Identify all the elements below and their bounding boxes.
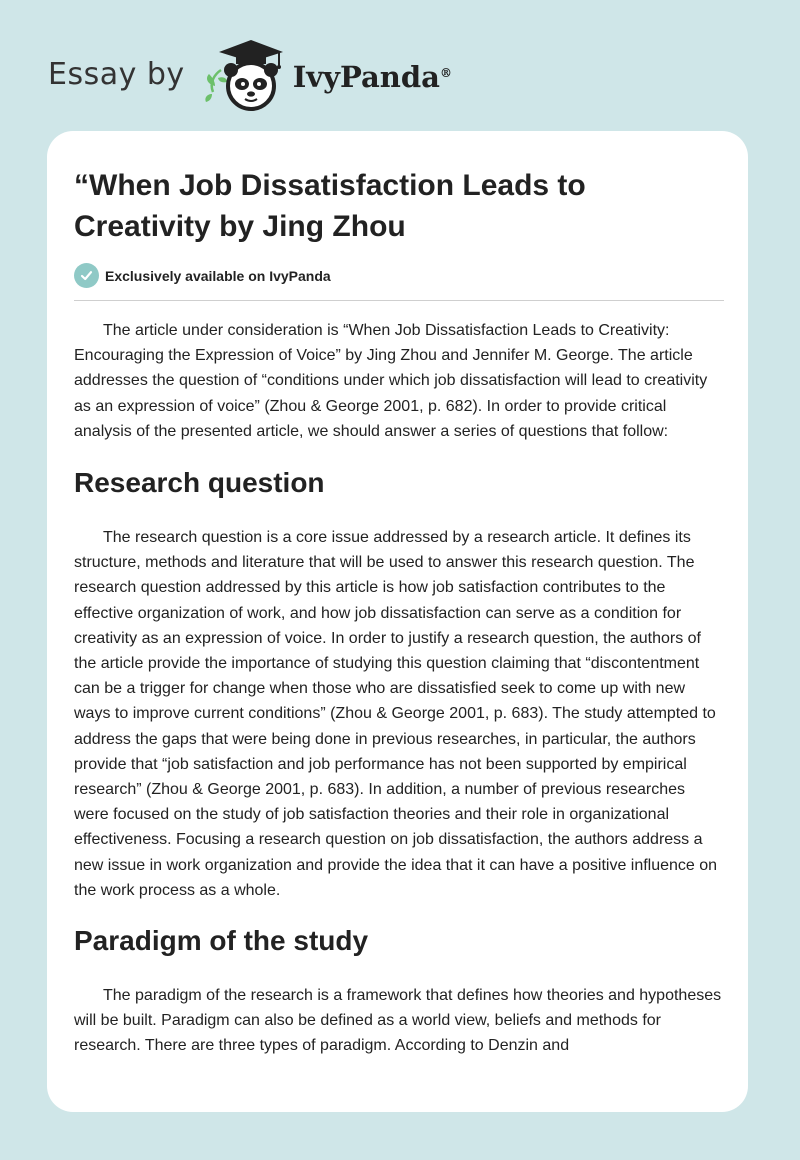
intro-paragraph: The article under consideration is “When Job Dissatisfaction Leads to Creativity: Encouraging the Expression of Voice” by Jing Zhou and Jennifer M. George. The article addresses the question of “conditions under which job dissatisfaction will lead to creativity as an expression of voice” (Zhou & George 2001, p. 682). In order to provide critical analysis of the presented article, we should answer a series of questions that follow: — [74, 322, 708, 440]
site-header — [48, 34, 452, 114]
section-heading-research-question: Research question — [74, 467, 325, 499]
exclusive-badge — [74, 263, 724, 288]
brand-name[interactable]: IvyPanda® — [292, 60, 452, 94]
essay-content — [74, 165, 724, 1059]
paradigm-paragraph: The paradigm of the research is a framework that defines how theories and hypotheses will be built. Paradigm can also be defined as a world view, beliefs and methods for research. There are three types of paradigm. According to Denzin and — [74, 987, 722, 1055]
page-title: “When Job Dissatisfaction Leads to Creativity by Jing Zhou — [74, 169, 586, 243]
essay-card — [47, 131, 748, 1112]
section-heading-paradigm: Paradigm of the study — [74, 925, 369, 957]
divider — [74, 300, 724, 301]
research-question-paragraph: The research question is a core issue addressed by a research article. It defines its structure, methods and literature that will be used to answer this research question. The research question addressed by this article is how job satisfaction contributes to the effective organization of work, and how job dissatisfaction can serve as a condition for creativity as an expression of voice. In order to justify a research question, the authors of the article provide the importance of studying this question claiming that “discontentment can be a trigger for change when those who are dissatisfied seek to come up with new ways to improve current conditions” (Zhou & George 2001, p. 683). The study attempted to address the gaps that were being done in previous researches, in particular, the authors provide that “job satisfaction and job performance has not been supported by empirical research” (Zhou & George 2001, p. 683). In addition, a number of previous researches were focused on the study of job satisfaction theories and their role in organizational effectiveness. Focusing a research question on job dissatisfaction, the authors address a new issue in work organization and provide the idea that it can have a positive influence on the work process as a whole. — [74, 529, 718, 899]
essay-by-label: Essay by — [48, 56, 185, 92]
registered-mark: ® — [439, 66, 452, 80]
checkmark-icon — [74, 263, 99, 288]
exclusive-badge-label: Exclusively available on IvyPanda — [105, 267, 331, 284]
panda-logo-icon[interactable] — [199, 34, 291, 114]
